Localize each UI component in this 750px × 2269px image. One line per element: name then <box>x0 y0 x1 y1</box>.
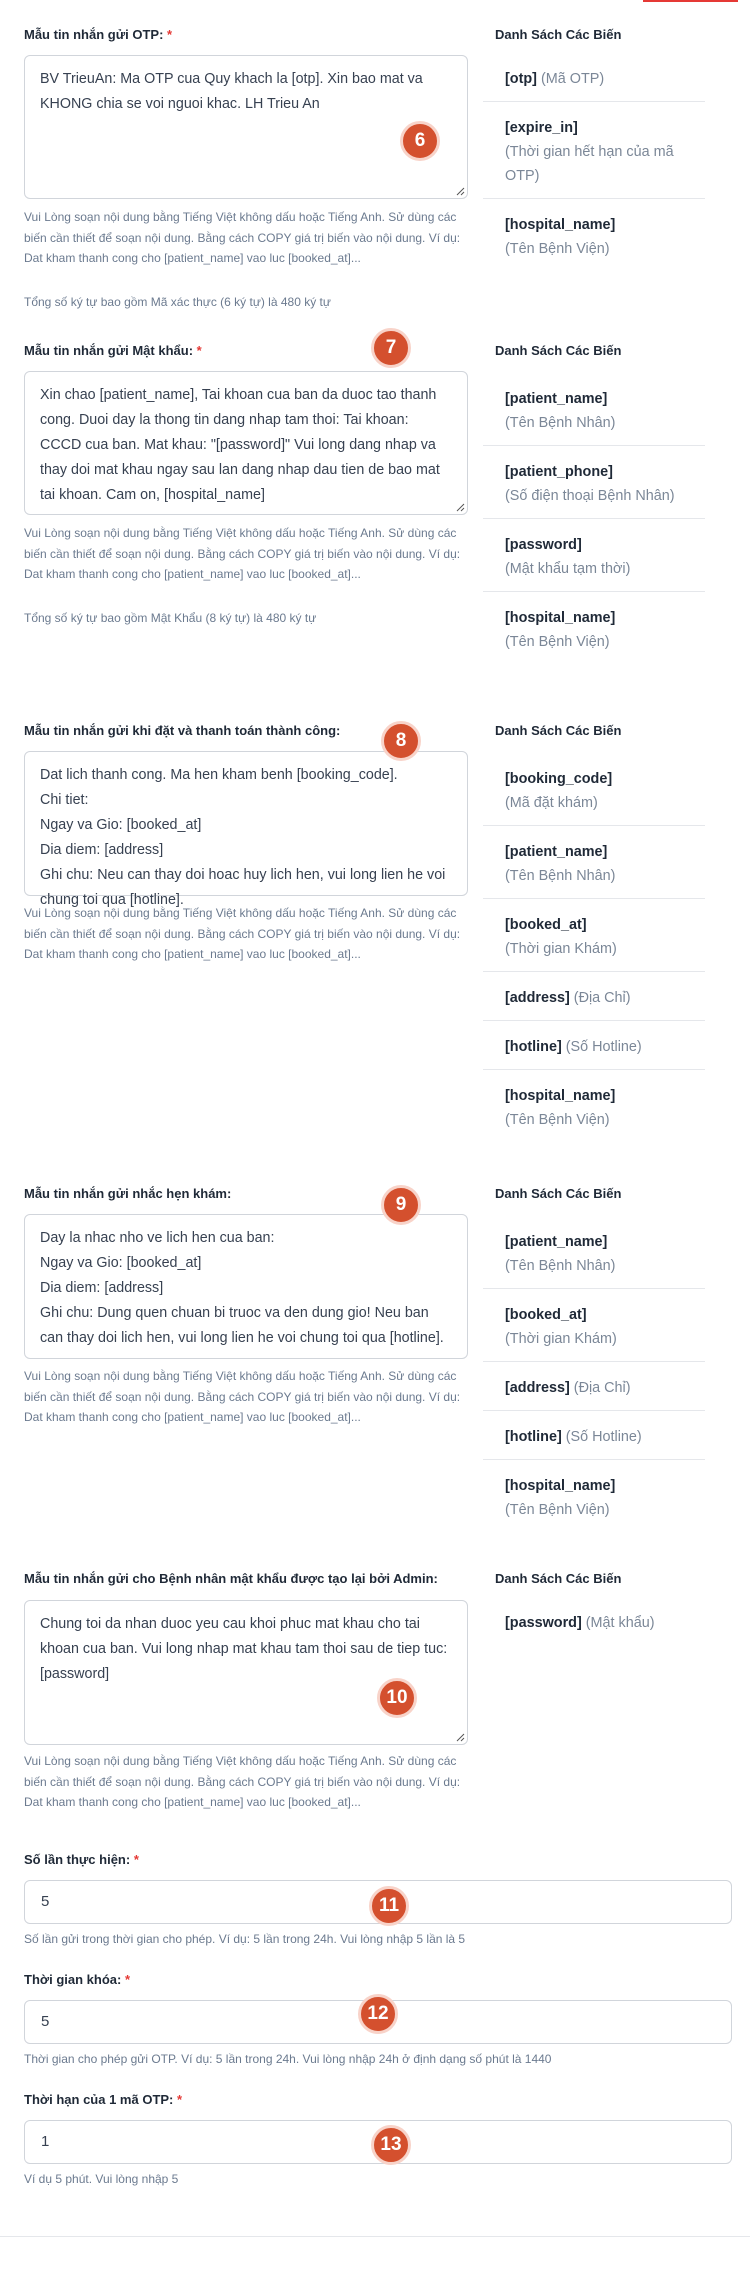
otp-template-label: Mẫu tin nhắn gửi OTP: * <box>24 27 173 42</box>
password-variables-header: Danh Sách Các Biến <box>495 343 622 358</box>
reset-password-template-label: Mẫu tin nhắn gửi cho Bệnh nhân mật khẩu được tạo lại bởi Admin: <box>24 1571 438 1586</box>
variable-item[interactable]: [hospital_name] (Tên Bệnh Viện) <box>505 217 616 257</box>
annotation-badge: 7 <box>371 328 411 368</box>
reset-password-template-hint: Vui Lòng soạn nội dung bằng Tiếng Việt không dấu hoặc Tiếng Anh. Sử dùng các biến cần thiết để soạn nội dung. Bằng cách COPY giá trị biến vào nội dung. Ví dụ: Dat kham thanh cong cho [patient_name] vao luc [booked_at]... <box>24 1754 461 1809</box>
otp-expiry-input[interactable]: 1 <box>24 2120 732 2164</box>
reminder-template-label: Mẫu tin nhắn gửi nhắc hẹn khám: <box>24 1186 232 1201</box>
variable-item[interactable]: [patient_phone] (Số điện thoại Bệnh Nhân) <box>483 446 705 519</box>
reminder-variables-header: Danh Sách Các Biến <box>495 1186 622 1201</box>
variable-item[interactable]: [password] (Mật khẩu) <box>505 1615 655 1631</box>
password-template-textarea[interactable]: Xin chao [patient_name], Tai khoan cua ban da duoc tao thanh cong. Duoi day la thong tin dang nhap tam thoi: Tai khoan: CCCD cua ban. Mat khau: "[password]" Vui long dang nhap va thay doi mat khau ngay sau lan dang nhap dau tien de bao mat tai khoan. Cam on, [hospital_name] <box>24 371 468 515</box>
variable-item[interactable]: [booking_code] (Mã đặt khám) <box>483 753 705 826</box>
attempts-hint: Số lần gửi trong thời gian cho phép. Ví dụ: 5 lần trong 24h. Vui lòng nhập 5 lần là 5 <box>24 1932 466 1946</box>
lock-time-hint: Thời gian cho phép gửi OTP. Ví dụ: 5 lần trong 24h. Vui lòng nhập 24h ở định dạng số phút là 1440 <box>24 2052 552 2066</box>
annotation-badge: 9 <box>381 1185 421 1225</box>
reset-password-variables-list <box>483 1601 705 1645</box>
top-accent-line <box>643 0 738 2</box>
reminder-template-textarea[interactable]: Day la nhac nho ve lich hen cua ban: Ngay va Gio: [booked_at] Dia diem: [address] Ghi chu: Dung quen chuan bi truoc va den dung gio! Neu ban can thay doi lich hen, vui long lien he voi chung toi qua [hotline]. <box>24 1214 468 1359</box>
variable-item[interactable]: [address] (Địa Chỉ) <box>483 1362 705 1411</box>
reset-password-template-textarea[interactable]: Chung toi da nhan duoc yeu cau khoi phuc mat khau cho tai khoan cua ban. Vui long nhap mat khau tam thoi sau de tiep tuc: [password] <box>24 1600 468 1745</box>
annotation-badge: 13 <box>371 2125 411 2165</box>
variable-item[interactable]: [otp] (Mã OTP) <box>483 57 705 102</box>
otp-template-hint: Vui Lòng soạn nội dung bằng Tiếng Việt không dấu hoặc Tiếng Anh. Sử dùng các biến cần thiết để soạn nội dung. Bằng cách COPY giá trị biến vào nội dung. Ví dụ: Dat kham thanh cong cho [patient_name] vao luc [booked_at]... <box>24 210 461 265</box>
annotation-badge: 8 <box>381 721 421 761</box>
variable-item[interactable]: [hospital_name] (Tên Bệnh Viện) <box>505 610 616 650</box>
annotation-badge: 10 <box>377 1678 417 1718</box>
booking-variables-list <box>483 753 705 1142</box>
password-template-label: Mẫu tin nhắn gửi Mật khẩu: * <box>24 343 202 358</box>
variable-item[interactable]: [patient_name] (Tên Bệnh Nhân) <box>483 1216 705 1289</box>
otp-variables-header: Danh Sách Các Biến <box>495 27 622 42</box>
otp-template-textarea[interactable]: BV TrieuAn: Ma OTP cua Quy khach la [otp]. Xin bao mat va KHONG chia se voi nguoi khac. LH Trieu An <box>24 55 468 199</box>
booking-variables-header: Danh Sách Các Biến <box>495 723 622 738</box>
otp-expiry-label: Thời hạn của 1 mã OTP: * <box>24 2092 183 2107</box>
password-char-count-hint: Tổng số ký tự bao gồm Mật Khẩu (8 ký tự) là 480 ký tự <box>24 611 317 625</box>
resize-grip-icon[interactable] <box>456 187 465 196</box>
bottom-divider <box>0 2236 750 2237</box>
variable-item[interactable]: [patient_name] (Tên Bệnh Nhân) <box>483 373 705 446</box>
variable-item[interactable]: [hospital_name] (Tên Bệnh Viện) <box>505 1088 616 1128</box>
resize-grip-icon[interactable] <box>456 1733 465 1742</box>
reminder-template-hint: Vui Lòng soạn nội dung bằng Tiếng Việt không dấu hoặc Tiếng Anh. Sử dùng các biến cần thiết để soạn nội dung. Bằng cách COPY giá trị biến vào nội dung. Ví dụ: Dat kham thanh cong cho [patient_name] vao luc [booked_at]... <box>24 1369 461 1424</box>
booking-template-hint: Vui Lòng soạn nội dung bằng Tiếng Việt không dấu hoặc Tiếng Anh. Sử dùng các biến cần thiết để soạn nội dung. Bằng cách COPY giá trị biến vào nội dung. Ví dụ: Dat kham thanh cong cho [patient_name] vao luc [booked_at]... <box>24 906 461 961</box>
password-template-hint: Vui Lòng soạn nội dung bằng Tiếng Việt không dấu hoặc Tiếng Anh. Sử dùng các biến cần thiết để soạn nội dung. Bằng cách COPY giá trị biến vào nội dung. Ví dụ: Dat kham thanh cong cho [patient_name] vao luc [booked_at]... <box>24 526 461 581</box>
lock-time-input[interactable]: 5 <box>24 2000 732 2044</box>
variable-item[interactable]: [expire_in] (Thời gian hết hạn của mã OTP) <box>483 102 705 199</box>
lock-time-label: Thời gian khóa: * <box>24 1972 131 1987</box>
otp-char-count-hint: Tổng số ký tự bao gồm Mã xác thực (6 ký tự) là 480 ký tự <box>24 295 331 309</box>
variable-item[interactable]: [hotline] (Số Hotline) <box>483 1021 705 1070</box>
otp-expiry-hint: Ví dụ 5 phút. Vui lòng nhập 5 <box>24 2172 179 2186</box>
reset-password-variables-header: Danh Sách Các Biến <box>495 1571 622 1586</box>
variable-item[interactable]: [hotline] (Số Hotline) <box>483 1411 705 1460</box>
password-variables-list <box>483 373 705 664</box>
annotation-badge: 11 <box>369 1886 409 1926</box>
booking-template-textarea[interactable]: Dat lich thanh cong. Ma hen kham benh [booking_code]. Chi tiet: Ngay va Gio: [booked_at] Dia diem: [address] Ghi chu: Neu can thay doi hoac huy lich hen, vui long lien he voi chung toi qua [hotline]. <box>24 751 468 896</box>
annotation-badge: 6 <box>400 121 440 161</box>
resize-grip-icon[interactable] <box>456 503 465 512</box>
variable-item[interactable]: [patient_name] (Tên Bệnh Nhân) <box>483 826 705 899</box>
attempts-input[interactable]: 5 <box>24 1880 732 1924</box>
variable-item[interactable]: [password] (Mật khẩu tạm thời) <box>483 519 705 592</box>
variable-item[interactable]: [address] (Địa Chỉ) <box>483 972 705 1021</box>
reminder-variables-list <box>483 1216 705 1532</box>
otp-variables-list <box>483 57 705 271</box>
variable-item[interactable]: [booked_at] (Thời gian Khám) <box>483 1289 705 1362</box>
variable-item[interactable]: [booked_at] (Thời gian Khám) <box>483 899 705 972</box>
variable-item[interactable]: [hospital_name] (Tên Bệnh Viện) <box>505 1478 616 1518</box>
booking-template-label: Mẫu tin nhắn gửi khi đặt và thanh toán thành công: <box>24 723 341 738</box>
attempts-label: Số lần thực hiện: * <box>24 1852 139 1867</box>
annotation-badge: 12 <box>358 1994 398 2034</box>
